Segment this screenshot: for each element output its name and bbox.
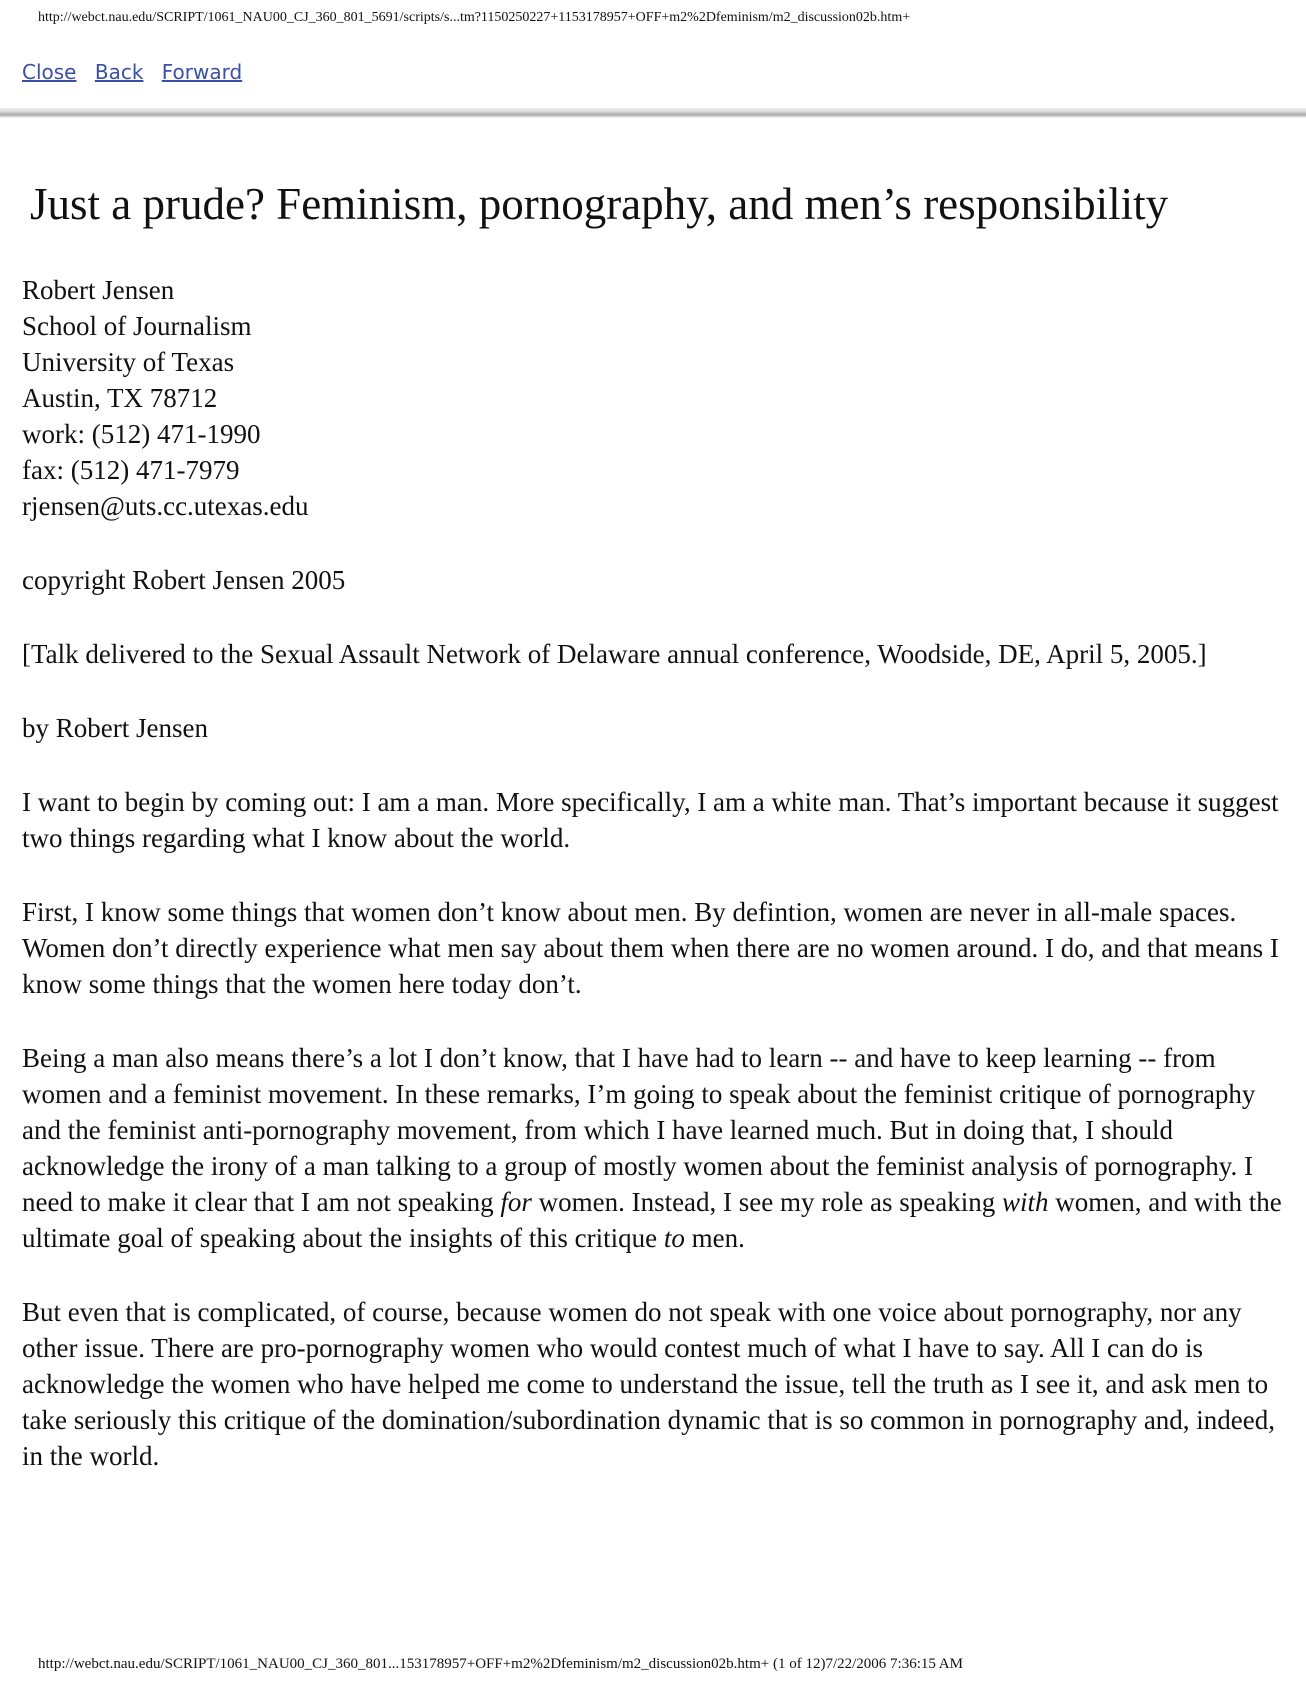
author-department: School of Journalism bbox=[22, 311, 252, 341]
author-email: rjensen@uts.cc.utexas.edu bbox=[22, 491, 309, 521]
paragraph-3-emphasis-for: for bbox=[500, 1187, 532, 1217]
header-divider bbox=[0, 108, 1306, 118]
paragraph-3-text-1: Being a man also means there’s a lot I don’t know, that I have had to learn -- and have to keep learning -- from women and a feminist movement. In these remarks, I’m going to speak about the feminist critique of pornography and the feminist anti-pornography movement, from which I have learned much. But in doing that, I should acknowledge the irony of a man talking to a group of mostly women about the feminist analysis of pornography. I need to make it clear that I am not speaking bbox=[22, 1043, 1256, 1217]
document-body bbox=[22, 176, 1284, 1474]
author-name: Robert Jensen bbox=[22, 275, 175, 305]
close-link[interactable]: Close bbox=[22, 60, 77, 84]
paragraph-3-text-2: women. Instead, I see my role as speaking bbox=[531, 1187, 1002, 1217]
paragraph-3-text-3: women, and with the ultimate goal of speaking about the insights of this critique bbox=[22, 1187, 1282, 1253]
paragraph-2: First, I know some things that women don’t know about men. By defintion, women are never in all-male spaces. Women don’t directly experience what men say about them when there are no women around. I do, and that means I know some things that the women here today don’t. bbox=[22, 897, 1279, 999]
author-university: University of Texas bbox=[22, 347, 235, 377]
document-title: Just a prude? Feminism, pornography, and men’s responsibility bbox=[30, 179, 1169, 229]
paragraph-3-emphasis-to: to bbox=[663, 1223, 685, 1253]
paragraph-4: But even that is complicated, of course, because women do not speak with one voice about pornography, nor any other issue. There are pro-pornography women who would contest much of what I have to say. All I can do is acknowledge the women who have helped me come to understand the issue, tell the truth as I see it, and ask men to take seriously this critique of the domination/subordination dynamic that is so common in pornography and, indeed, in the world. bbox=[22, 1297, 1276, 1471]
back-link[interactable]: Back bbox=[94, 60, 144, 84]
author-address-block bbox=[22, 272, 1284, 524]
paragraph-3 bbox=[22, 1040, 1284, 1256]
byline: by Robert Jensen bbox=[22, 713, 208, 743]
author-work-phone: work: (512) 471-1990 bbox=[22, 419, 261, 449]
copyright-line: copyright Robert Jensen 2005 bbox=[22, 565, 346, 595]
print-header-url: http://webct.nau.edu/SCRIPT/1061_NAU00_CJ_360_801_5691/scripts/s...tm?1150250227+1153178957+OFF+m2%2Dfeminism/m2_discussion02b.htm+ bbox=[38, 10, 911, 25]
nav-links bbox=[22, 60, 254, 84]
author-city: Austin, TX 78712 bbox=[22, 383, 218, 413]
paragraph-3-emphasis-with: with bbox=[1001, 1187, 1049, 1217]
author-fax: fax: (512) 471-7979 bbox=[22, 455, 240, 485]
paragraph-3-text-4: men. bbox=[684, 1223, 745, 1253]
print-footer-url: http://webct.nau.edu/SCRIPT/1061_NAU00_CJ_360_801...153178957+OFF+m2%2Dfeminism/m2_discussion02b.htm+ (1 of 12)7/22/2006 7:36:15 AM bbox=[38, 1656, 963, 1672]
forward-link[interactable]: Forward bbox=[161, 60, 243, 84]
paragraph-1: I want to begin by coming out: I am a man. More specifically, I am a white man. That’s important because it suggest two things regarding what I know about the world. bbox=[22, 787, 1279, 853]
talk-note: [Talk delivered to the Sexual Assault Network of Delaware annual conference, Woodside, DE, April 5, 2005.] bbox=[22, 639, 1207, 669]
